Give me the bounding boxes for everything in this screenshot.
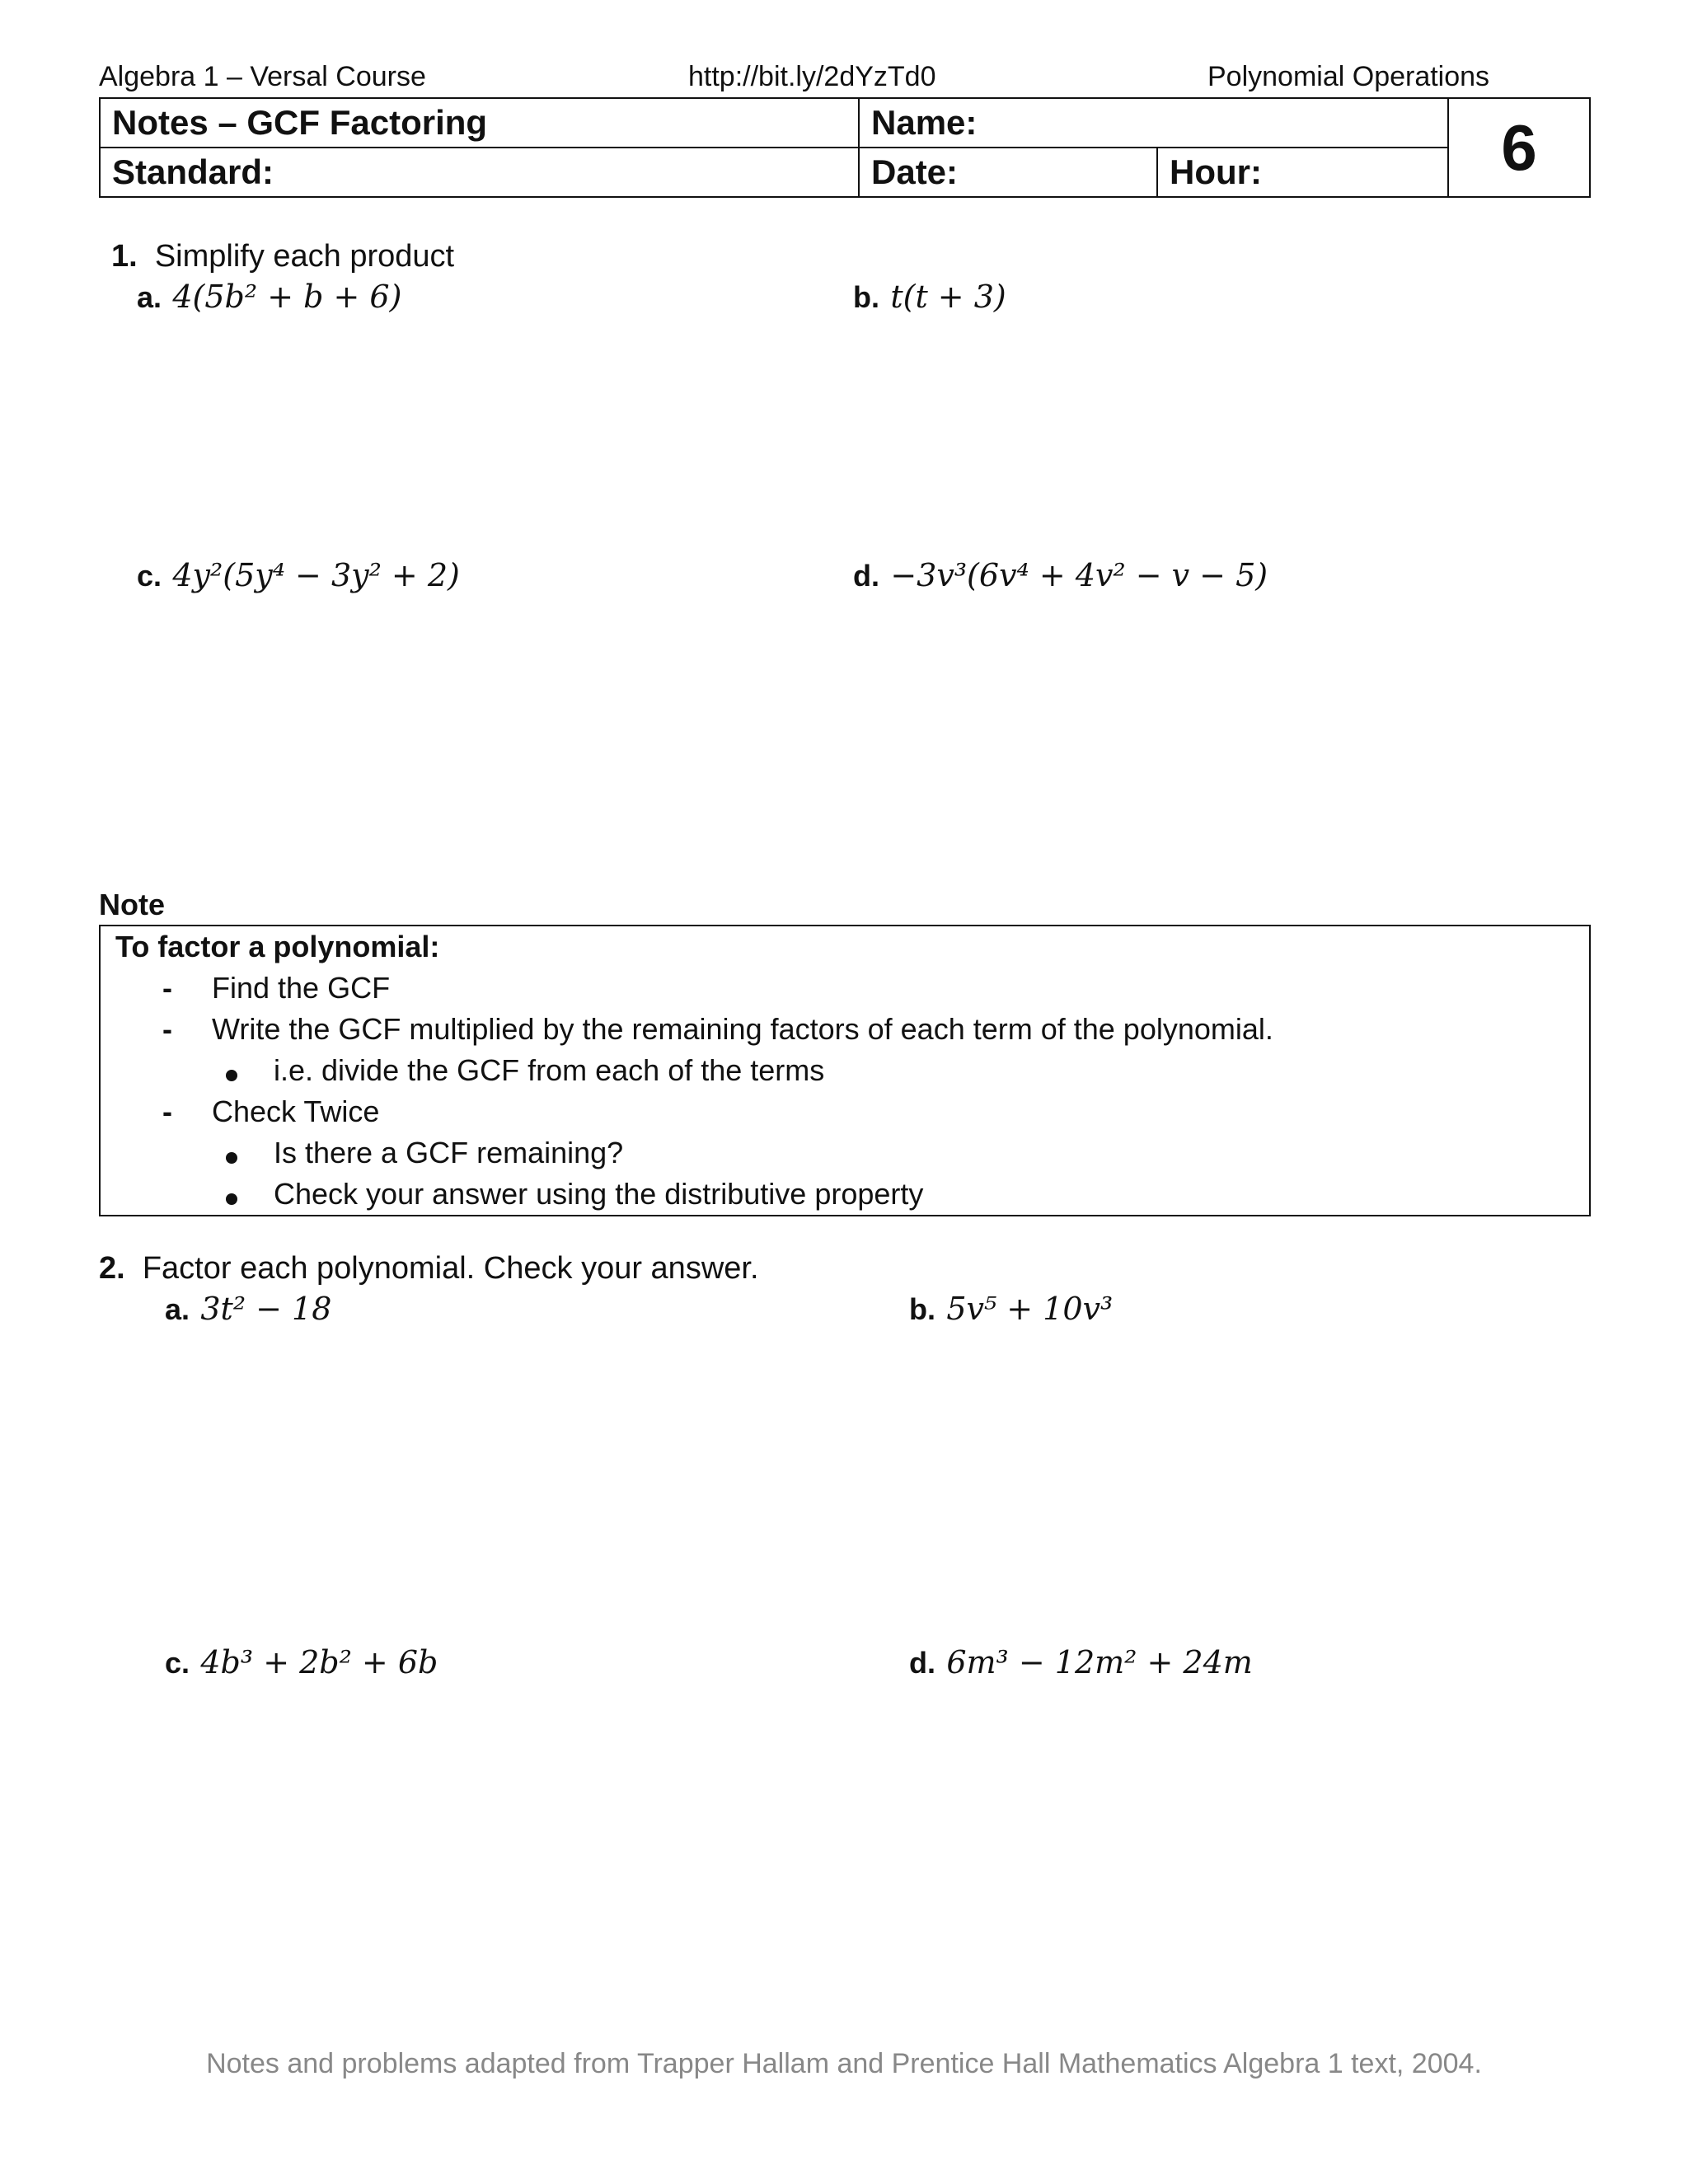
- question-1: [111, 239, 454, 274]
- title-table: [99, 97, 1591, 198]
- note-title: To factor a polynomial:: [115, 930, 440, 963]
- note-step: Find the GCF: [212, 971, 391, 1005]
- bullet-icon: [226, 1070, 237, 1081]
- math-expression: 4b³ + 2b² + 6b: [200, 1644, 438, 1680]
- dash-marker: -: [162, 1094, 172, 1128]
- question-2: [99, 1251, 759, 1286]
- note-substep: i.e. divide the GCF from each of the terms: [274, 1053, 825, 1087]
- url-header: http://bit.ly/2dYzTd0: [688, 61, 936, 92]
- note-step: Check Twice: [212, 1094, 380, 1128]
- note-box: [99, 925, 1591, 1216]
- item-label: d.: [853, 559, 879, 593]
- math-expression: 4y²(5y⁴ − 3y² + 2): [172, 557, 460, 593]
- question-number: 1.: [111, 239, 138, 274]
- item-label: b.: [853, 280, 879, 314]
- item-label: c.: [165, 1646, 190, 1680]
- note-heading: Note: [99, 888, 165, 921]
- problem-2b: [909, 1291, 1113, 1327]
- note-substep: Check your answer using the distributive property: [274, 1177, 924, 1211]
- math-expression: t(t + 3): [890, 279, 1006, 315]
- item-label: c.: [137, 559, 162, 593]
- problem-1d: [853, 557, 1268, 593]
- question-prompt: Simplify each product: [154, 239, 455, 274]
- problem-1a: [137, 279, 401, 315]
- note-substep: Is there a GCF remaining?: [274, 1136, 624, 1169]
- item-label: a.: [165, 1292, 190, 1326]
- name-field[interactable]: Name:: [859, 98, 1448, 148]
- unit-header: Polynomial Operations: [1207, 61, 1490, 92]
- problem-2d: [909, 1644, 1253, 1680]
- item-label: d.: [909, 1646, 935, 1680]
- problem-2c: [165, 1644, 438, 1680]
- math-expression: 5v⁵ + 10v³: [946, 1291, 1114, 1327]
- bullet-icon: [226, 1193, 237, 1205]
- attribution-footer: Notes and problems adapted from Trapper Hallam and Prentice Hall Mathematics Algebra 1 text, 2004.: [206, 2048, 1482, 2079]
- hour-field[interactable]: Hour:: [1157, 148, 1448, 197]
- note-step: Write the GCF multiplied by the remaining factors of each term of the polynomial.: [212, 1012, 1273, 1046]
- math-expression: 4(5b² + b + 6): [172, 279, 402, 315]
- standard-field[interactable]: Standard:: [100, 148, 859, 197]
- problem-1b: [853, 279, 1006, 315]
- dash-marker: -: [162, 1012, 172, 1046]
- worksheet-title: Notes – GCF Factoring: [100, 98, 859, 148]
- lesson-number: 6: [1448, 98, 1590, 197]
- date-field[interactable]: Date:: [859, 148, 1157, 197]
- problem-2a: [165, 1291, 331, 1327]
- problem-1c: [137, 557, 460, 593]
- math-expression: 3t² − 18: [200, 1291, 332, 1327]
- question-number: 2.: [99, 1251, 125, 1286]
- course-header: Algebra 1 – Versal Course: [99, 61, 426, 92]
- bullet-icon: [226, 1152, 237, 1164]
- item-label: b.: [909, 1292, 935, 1326]
- dash-marker: -: [162, 971, 172, 1005]
- question-prompt: Factor each polynomial. Check your answer.: [142, 1251, 759, 1286]
- math-expression: −3v³(6v⁴ + 4v² − v − 5): [890, 557, 1268, 593]
- item-label: a.: [137, 280, 162, 314]
- math-expression: 6m³ − 12m² + 24m: [946, 1644, 1253, 1680]
